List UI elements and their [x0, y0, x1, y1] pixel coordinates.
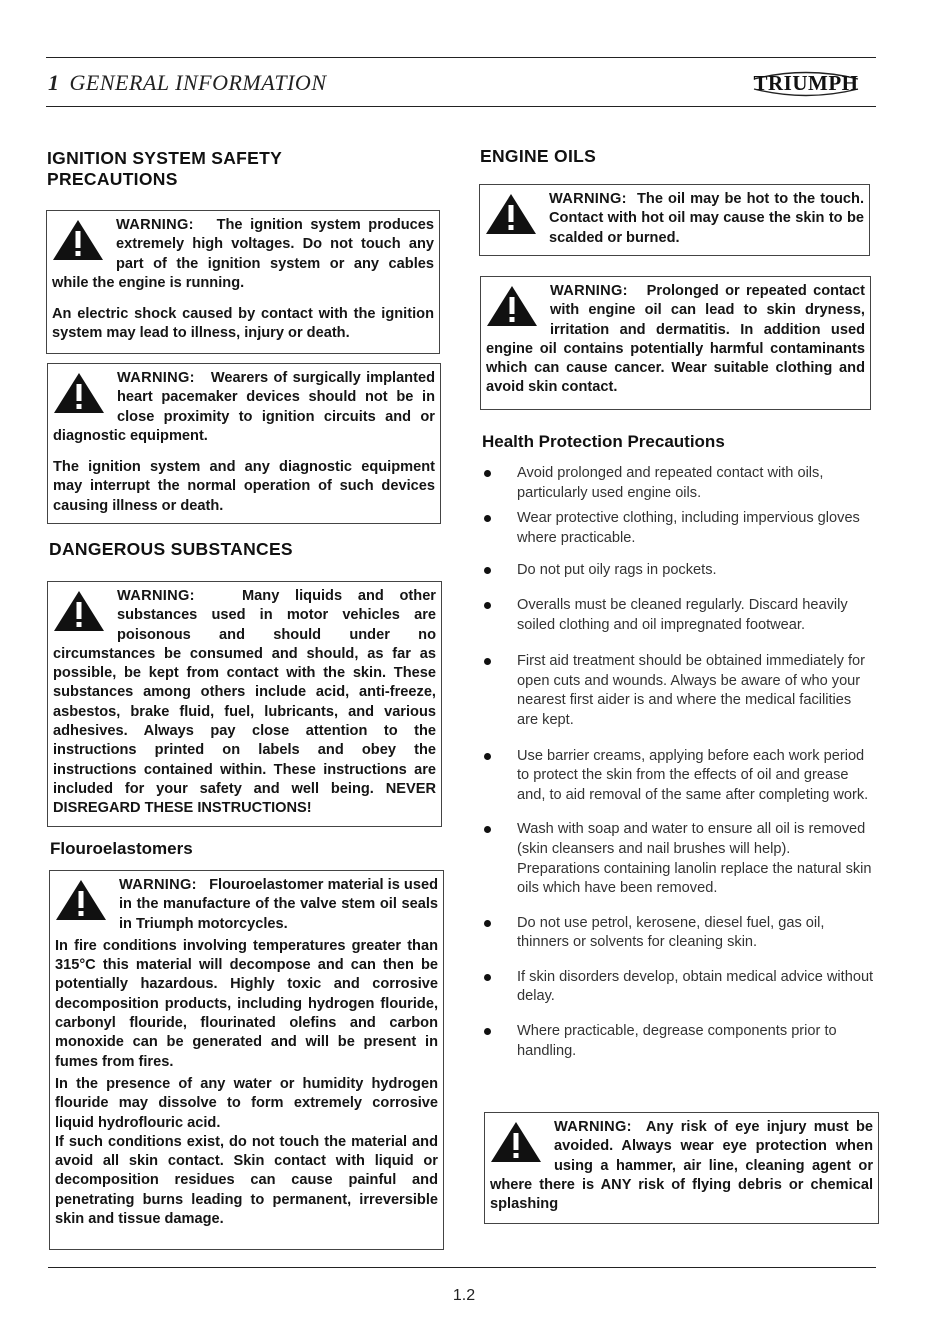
ignition-warning-2	[47, 363, 441, 524]
bullet-icon	[484, 658, 491, 665]
bullet-icon	[484, 753, 491, 760]
warning-triangle-icon	[486, 285, 542, 327]
bullet-icon	[484, 1028, 491, 1035]
warning-text: WARNING: Many liquids and other substances used in motor vehicles are poisonous and should under no circumstances be consumed and should, as far as possible, be kept from contact with the skin. These substances among others include acid, anti-freeze, asbestos, brake fluid, fuel, lubricants, and various adhesives. Always pay close attention to the instructions printed on labels and obey the instructions contained within. These instructions are included for your safety and well being. NEVER DISREGARD THESE INSTRUCTIONS!	[53, 588, 436, 817]
flouroelastomers-heading: Flouroelastomers	[50, 839, 193, 858]
warning-text: WARNING: Flouroelastomer material is used in the manufacture of the valve stem oil seals in Triumph motorcycles.	[119, 877, 438, 932]
bullet-icon	[484, 567, 491, 574]
engine-oils-heading: ENGINE OILS	[480, 146, 597, 166]
warning-triangle-icon	[53, 590, 109, 632]
dangerous-substances-heading: DANGEROUS SUBSTANCES	[49, 539, 293, 559]
warning-text-2: The ignition system and any diagnostic equipment may interrupt the normal operation of such devices causing illness or death.	[53, 459, 435, 514]
list-item: Overalls must be cleaned regularly. Discard heavily soiled clothing and oil impregnated footwear.	[482, 596, 874, 635]
eye-protection-warning	[484, 1112, 879, 1224]
warning-text-2: In fire conditions involving temperatures greater than 315°C this material will decompose and can then be potentially hazardous. Highly toxic and corrosive decomposition products, including hydrogen flouride, carbonyl flouride, flourinated olefins and carbon monoxide can be generated and will be present in fumes from fires.	[55, 937, 438, 1070]
page-number: 1.2	[452, 1287, 476, 1304]
bullet-icon	[484, 515, 491, 522]
list-item: First aid treatment should be obtained immediately for open cuts and wounds. Always be aware of who your nearest first aider is and where the medical facilities are kept.	[482, 652, 874, 730]
warning-text-4: If such conditions exist, do not touch the material and avoid all skin contact. Skin contact with liquid or decomposition residues can cause painful and penetrating burns leading to permanent, irreversible skin and tissue damage.	[55, 1133, 438, 1228]
warning-triangle-icon	[490, 1121, 546, 1163]
bullet-icon	[484, 602, 491, 609]
list-item: Where practicable, degrease components prior to handling.	[482, 1022, 874, 1061]
warning-text-2: An electric shock caused by contact with the ignition system may lead to illness, injury or death.	[52, 306, 434, 342]
bullet-icon	[484, 470, 491, 477]
bullet-icon	[484, 826, 491, 833]
engine-oils-warning-1	[479, 184, 870, 256]
engine-oils-warning-2	[480, 276, 871, 410]
bullet-icon	[484, 974, 491, 981]
warning-text: WARNING: Any risk of eye injury must be avoided. Always wear eye protection when using a hammer, air line, cleaning agent or where there is ANY risk of flying debris or chemical splashing	[490, 1119, 873, 1213]
chapter-heading	[48, 70, 327, 96]
list-item: Avoid prolonged and repeated contact with oils, particularly used engine oils.	[482, 464, 874, 503]
warning-triangle-icon	[55, 879, 111, 921]
warning-triangle-icon	[485, 193, 541, 235]
list-item: Do not put oily rags in pockets.	[482, 561, 874, 581]
footer-rule	[48, 1267, 876, 1268]
warning-text: WARNING: Wearers of surgically implanted heart pacemaker devices should not be in close proximity to ignition circuits and or diagnostic equipment.	[53, 370, 435, 444]
chapter-title: GENERAL INFORMATION	[69, 70, 327, 95]
list-item: Wash with soap and water to ensure all oil is removed (skin cleansers and nail brushes will help). Preparations containing lanolin replace the natural skin oils which have been removed.	[482, 820, 874, 898]
list-item: Use barrier creams, applying before each work period to protect the skin from the effects of oil and grease and, to aid removal of the same after completing work.	[482, 747, 874, 806]
warning-text-3: In the presence of any water or humidity hydrogen flouride may dissolve to form extremely corrosive liquid hydroflouric acid.	[55, 1075, 438, 1131]
bullet-icon	[484, 920, 491, 927]
ignition-warning-1	[46, 210, 440, 354]
flouroelastomers-warning	[49, 870, 444, 1250]
svg-text:TRIUMPH: TRIUMPH	[753, 71, 859, 95]
header-top-rule	[46, 57, 876, 58]
ignition-heading: IGNITION SYSTEM SAFETY PRECAUTIONS	[47, 148, 282, 189]
warning-triangle-icon	[52, 219, 108, 261]
health-protection-heading: Health Protection Precautions	[482, 432, 725, 451]
list-item: If skin disorders develop, obtain medical advice without delay.	[482, 968, 874, 1007]
list-item: Wear protective clothing, including impervious gloves where practicable.	[482, 509, 874, 548]
list-item: Do not use petrol, kerosene, diesel fuel, gas oil, thinners or solvents for cleaning skin.	[482, 914, 874, 953]
dangerous-substances-warning	[47, 581, 442, 827]
warning-triangle-icon	[53, 372, 109, 414]
health-protection-list	[482, 464, 874, 1061]
warning-text: WARNING: Prolonged or repeated contact with engine oil can lead to skin dryness, irritation and dermatitis. In addition used engine oil contains potentially harmful contaminants which can cause cancer. Wear suitable clothing and avoid skin contact.	[486, 283, 865, 396]
triumph-logo	[744, 62, 868, 100]
warning-text: WARNING: The ignition system produces extremely high voltages. Do not touch any part of the ignition system or any cables while the engine is running.	[52, 217, 434, 291]
warning-text: WARNING: The oil may be hot to the touch. Contact with hot oil may cause the skin to be scalded or burned.	[549, 191, 865, 246]
header-bottom-rule	[46, 106, 876, 107]
chapter-number: 1	[48, 70, 60, 95]
